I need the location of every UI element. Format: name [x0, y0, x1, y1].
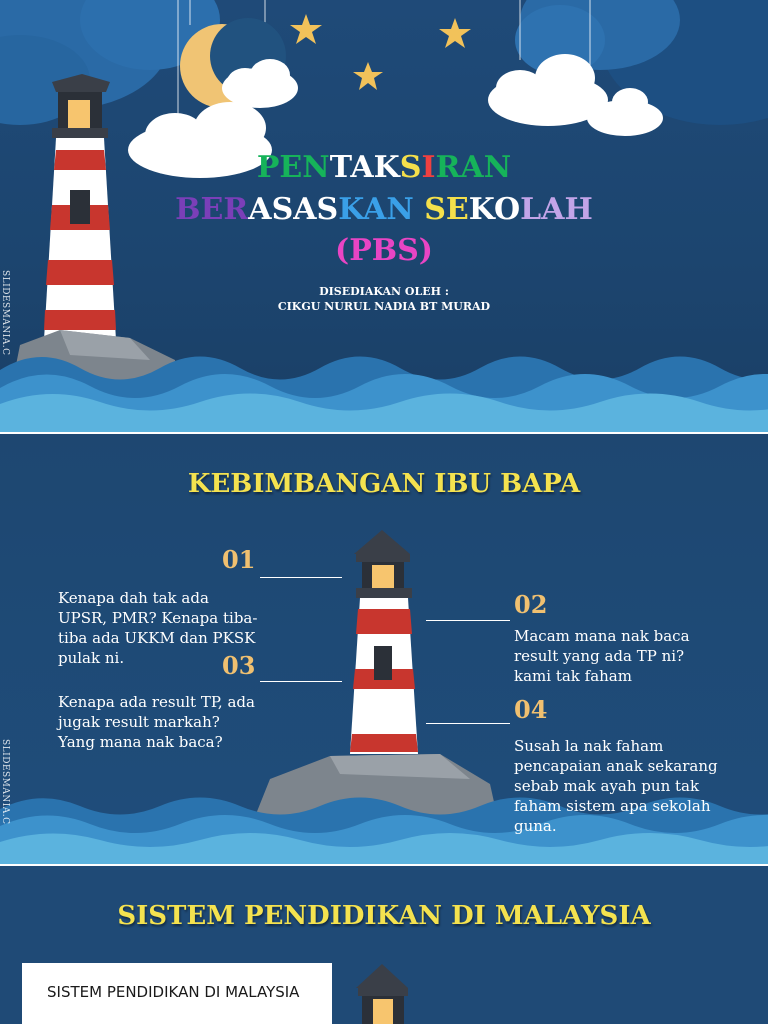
item-rule-01 [260, 577, 342, 578]
title-segment: RAN [435, 150, 512, 185]
title-segment: KAN [338, 192, 414, 227]
item-number-04: 04 [514, 695, 548, 724]
title-segment: (PBS) [335, 233, 433, 268]
title-segment: KO [468, 192, 521, 227]
star-icons [290, 14, 471, 90]
item-rule-04 [426, 723, 510, 724]
content-box-text: SISTEM PENDIDIKAN DI MALAYSIA [47, 983, 300, 1001]
title-segment: TAK [329, 150, 400, 185]
title-segment: SE [424, 192, 469, 227]
title-segment: S [399, 150, 422, 185]
item-text-02: Macam mana nak baca result yang ada TP ni?kami tak faham [514, 627, 690, 685]
title-segment: PEN [256, 150, 330, 185]
watermark-text: SLIDESMANIA.C [0, 270, 10, 356]
title-segment: ASAS [248, 192, 339, 227]
title-slide [0, 0, 768, 432]
lighthouse-illustration [250, 530, 500, 829]
title-segment [414, 192, 424, 227]
title-line-1 [0, 150, 768, 185]
item-rule-02 [426, 620, 510, 621]
item-number-03: 03 [222, 651, 256, 680]
education-system-slide [0, 866, 768, 1024]
item-number-02: 02 [514, 590, 548, 619]
lighthouse-illustration [356, 964, 408, 1024]
slide-heading: SISTEM PENDIDIKAN DI MALAYSIA [117, 901, 651, 931]
item-rule-03 [260, 681, 342, 682]
watermark-text: SLIDESMANIA.C [0, 739, 10, 825]
slide-heading: KEBIMBANGAN IBU BAPA [187, 469, 581, 499]
title-segment: I [421, 150, 436, 185]
item-text-04: Susah la nak faham pencapaian anak sekarang sebab mak ayah pun tak faham sistem apa sekolah guna. [514, 737, 718, 835]
item-text-01: Kenapa dah tak ada UPSR, PMR? Kenapa tiba-tiba ada UKKM dan PKSK pulak ni. [58, 589, 258, 667]
item-number-01: 01 [222, 545, 256, 574]
title-segment: LAH [520, 192, 593, 227]
prepared-by-name: CIKGU NURUL NADIA BT MURAD [277, 300, 491, 313]
item-text-03: Kenapa ada result TP, ada jugak result markah? Yang mana nak baca? [58, 693, 255, 751]
title-line-2 [0, 192, 768, 227]
title-segment: BER [175, 192, 249, 227]
prepared-by-label: DISEDIAKAN OLEH : [319, 285, 449, 298]
content-box [22, 963, 332, 1024]
concerns-slide [0, 434, 768, 864]
title-line-3 [0, 233, 768, 268]
